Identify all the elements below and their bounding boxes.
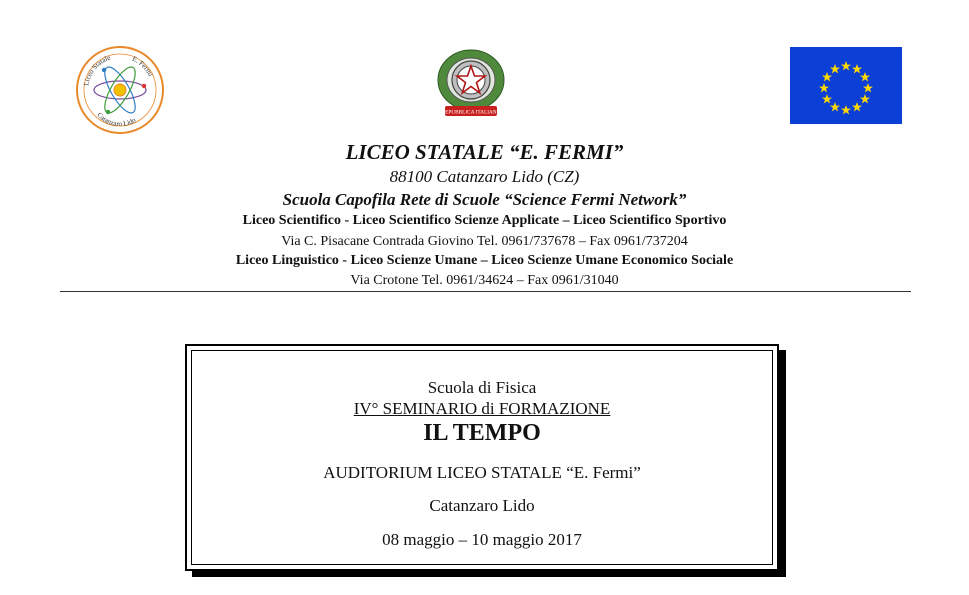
logo-text-top: Liceo Statale — [82, 53, 112, 87]
italian-republic-emblem-icon — [433, 44, 509, 124]
branch-scientific: Liceo Scientifico - Liceo Scientifico Scienze Applicate – Liceo Scientifico Sportivo — [242, 213, 727, 228]
svg-text:E. Fermi — [131, 55, 155, 78]
school-name: LICEO STATALE “E. FERMI” — [345, 140, 624, 164]
atom-emblem-icon — [74, 44, 166, 136]
school-city: 88100 Catanzaro Lido (CZ) — [389, 167, 580, 186]
seminar-title: IL TEMPO — [423, 420, 541, 446]
address-scientific: Via C. Pisacane Contrada Giovino Tel. 0961/737678 – Fax 0961/737204 — [281, 234, 688, 249]
school-network: Scuola Capofila Rete di Scuole “Science Fermi Network” — [282, 190, 687, 209]
seminar-place: Catanzaro Lido — [429, 496, 535, 515]
seminar-box — [185, 344, 779, 571]
italian-emblem-logo — [433, 44, 509, 124]
seminar-edition: IV° SEMINARIO di FORMAZIONE — [353, 399, 611, 418]
liceo-fermi-logo — [74, 44, 166, 136]
seminar-dates: 08 maggio – 10 maggio 2017 — [382, 530, 582, 549]
address-linguistic: Via Crotone Tel. 0961/34624 – Fax 0961/31040 — [350, 273, 619, 288]
logo-text-bottom: Catanzaro Lido — [95, 111, 138, 129]
svg-text:Liceo Statale — [82, 54, 111, 87]
header-divider — [60, 291, 911, 292]
seminar-venue: AUDITORIUM LICEO STATALE “E. Fermi” — [323, 463, 641, 482]
seminar-school: Scuola di Fisica — [427, 378, 537, 397]
emblem-band-text: REPUBBLICA ITALIANA — [441, 109, 501, 116]
eu-stars-icon — [790, 47, 902, 124]
branch-linguistic: Liceo Linguistico - Liceo Scienze Umane – Liceo Scienze Umane Economico Sociale — [235, 253, 734, 268]
logo-text-top-right: E. Fermi — [130, 54, 155, 78]
eu-flag-logo — [790, 47, 902, 124]
